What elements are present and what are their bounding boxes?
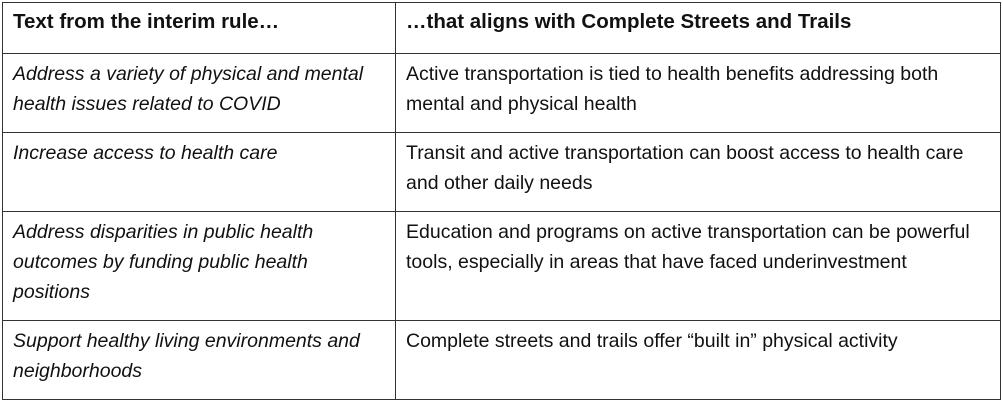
rule-text-cell: Address a variety of physical and mental health issues related to COVID (3, 54, 396, 133)
table-row (3, 212, 1001, 321)
alignment-text-cell: Transit and active transportation can boost access to health care and other daily needs (396, 133, 1001, 212)
alignment-text-cell: Education and programs on active transportation can be powerful tools, especially in areas that have faced underinvestment (396, 212, 1001, 321)
rule-text-cell: Increase access to health care (3, 133, 396, 212)
rule-text-cell: Address disparities in public health outcomes by funding public health positions (3, 212, 396, 321)
table-header (3, 3, 1001, 54)
header-complete-streets: …that aligns with Complete Streets and Trails (396, 3, 1001, 54)
table-body (3, 54, 1001, 400)
alignment-text-cell: Active transportation is tied to health benefits addressing both mental and physical health (396, 54, 1001, 133)
alignment-text-cell: Complete streets and trails offer “built in” physical activity (396, 321, 1001, 400)
header-interim-rule: Text from the interim rule… (3, 3, 396, 54)
table-row (3, 321, 1001, 400)
table-row (3, 54, 1001, 133)
header-row (3, 3, 1001, 54)
alignment-table (2, 2, 1001, 400)
table-row (3, 133, 1001, 212)
rule-text-cell: Support healthy living environments and neighborhoods (3, 321, 396, 400)
